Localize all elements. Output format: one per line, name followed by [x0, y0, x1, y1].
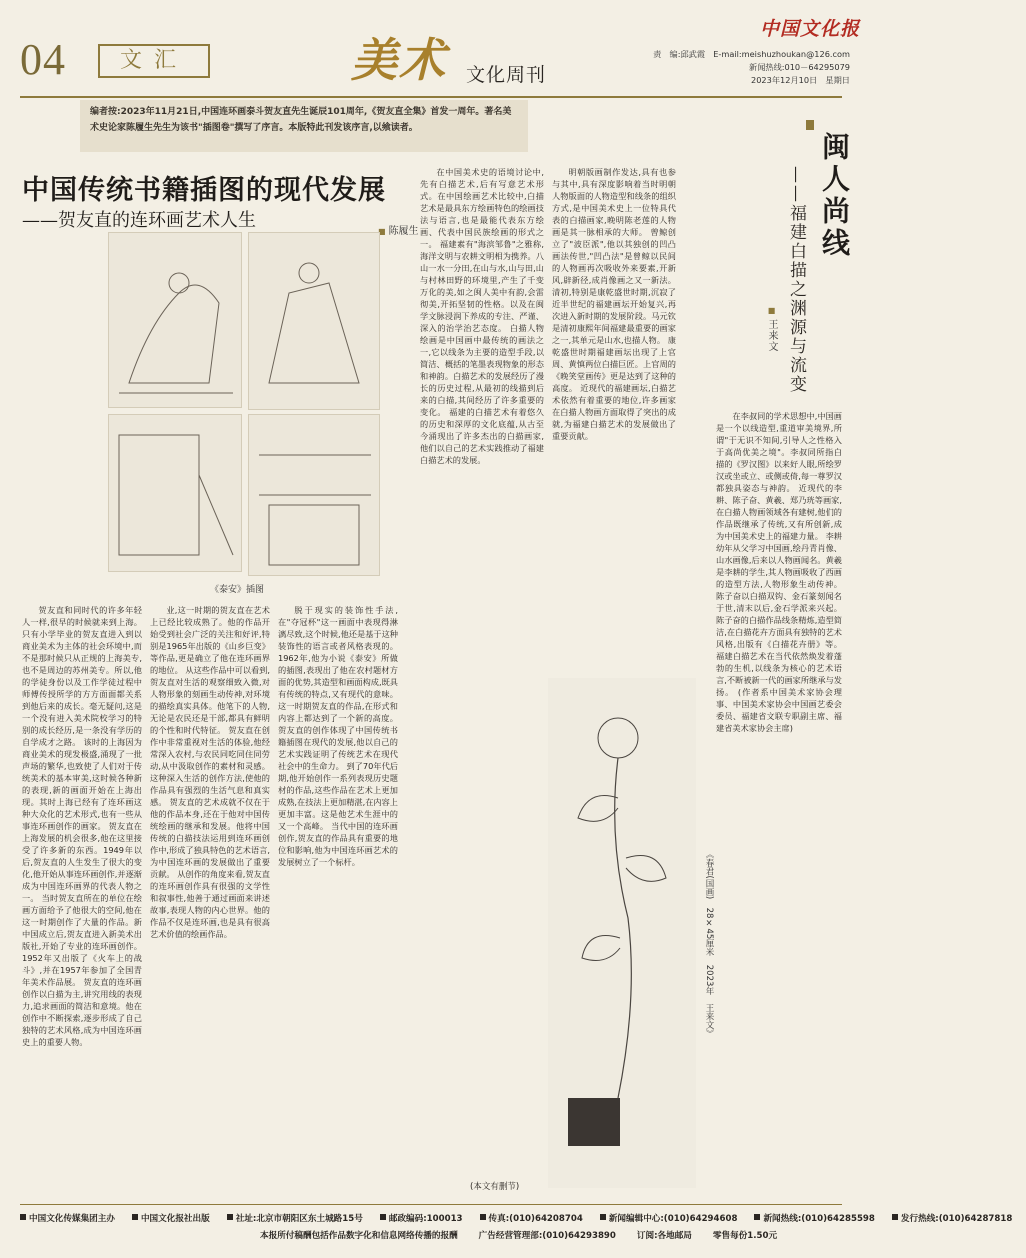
footer-item: 中国文化传媒集团主办: [20, 1214, 115, 1224]
article-col-2: [150, 604, 270, 1194]
editor-note: 编者按:2023年11月21日,中国连环画泰斗贺友直先生诞辰101周年,《贺友直全集》首发一周年。著名美术史论家陈履生先生为该书"插图卷"撰写了序言。本版特此刊发该序言,以飨读者。: [80, 100, 528, 152]
phone-line: 新闻热线:010－64295079: [749, 62, 850, 72]
article-subtitle: ——贺友直的连环画艺术人生: [22, 210, 256, 231]
illustration-3: [108, 414, 242, 572]
right-article-author: ■ 王来文: [764, 306, 779, 352]
article-col-1: [22, 604, 142, 1194]
footer-item: 社址:北京市朝阳区东土城路15号: [227, 1214, 363, 1224]
footer-item: 邮政编码:100013: [380, 1214, 463, 1224]
right-col-1: [420, 166, 544, 1196]
article-author: ■ 陈履生: [378, 222, 419, 237]
source-note: (本文有删节): [470, 1182, 520, 1192]
painting-caption: 《春君(国画) 28×45厘米 2023年 王来文》: [704, 850, 714, 1038]
footer-info-row: [20, 1212, 1013, 1224]
art-logo: 美术: [351, 33, 447, 87]
illustration-2: [248, 232, 380, 410]
editor-info: [640, 48, 850, 87]
top-rule: [20, 96, 842, 98]
painting-illustration: [548, 678, 696, 1188]
section-label: 文汇: [98, 44, 210, 78]
date-line: 2023年12月10日 星期日: [751, 75, 850, 85]
article-title: 中国传统书籍插图的现代发展: [22, 175, 386, 206]
article-col-3: [278, 604, 398, 1194]
footer-item: 新闻热线:(010)64285598: [754, 1214, 874, 1224]
footer-item: 订阅:各地邮局: [636, 1231, 692, 1241]
right-article-subtitle: ——福建白描之渊源与流变: [786, 166, 806, 394]
article-text-2: 业,这一时期的贺友直在艺术上已经比较成熟了。他的作品开始受到社会广泛的关注和好评,特别是1965年出版的《山乡巨变》等作品,更是确立了他在连环画界的地位。 从这些作品中可以看到,贺友直对生活的观察细致入微,对人物形象的刻画生动传神,对环境的描绘真实具体。他笔下的人物,无论是农民还是干部,都具有鲜明的个性和时代特征。 贺友直在创作中非常重视对生活的体验,他经常深入农村,与农民同吃同住同劳动,从中汲取创作的素材和灵感。这种深入生活的创作方法,使他的作品具有强烈的生活气息和真实感。 贺友直的艺术成就不仅在于他的作品本身,还在于他对中国传统绘画的继承和发展。他将中国传统的白描技法运用到连环画创作中,形成了独具特色的艺术语言,为中国连环画的发展做出了重要贡献。 从创作的角度来看,贺友直的连环画创作具有很强的文学性和叙事性,他善于通过画面来讲述故事,表现人物的内心世界。他的作品不仅是连环画,也是具有很高艺术价值的绘画作品。: [150, 605, 270, 939]
article-text-1: 贺友直和同时代的许多年轻人一样,很早的时候就来到上海。只有小学毕业的贺友直进入到以商业美术为主体的社会环境中,而不是那时候只从正规的上海美专,也不是周边的苏州美专。所以,他的学徒身份以及工作学徒过程中师傅传授所学的方方面面都关系到他后来的成长。毫无疑问,这是一个没有进入美术院校学习的特别的成长经历,是一条没有学历的自学成才之路。 该时的上海因为商业美术的现发极盛,涌现了一批声场的繁华,也致使了人们对于传统美术的基本审美,这时候各种新的表现,新的画面开始在上海出现。其时上海已经有了连环画这种大众化的艺术形式,也有一些从事连环画创作的画家。 贺友直在上海发展的机会很多,他在这里接受了许多新的东西。1949年以后,贺友直的人生发生了很大的变化,他开始从事连环画创作,并逐渐成为中国连环画界的代表人物之一。 当时贺友直所在的单位在绘画方面给予了他很大的空间,他在这一时期创作了大量的作品。新中国成立后,贺友直进入新美术出版社,开始了专业的连环画创作。1952年又出版了《火车上的战斗》,并在1957年参加了全国青年美术作品展。 贺友直的连环画创作以白描为主,讲究用线的表现力,追求画面的简洁和意境。他在创作中不断探索,逐步形成了自己独特的艺术风格,成为中国连环画史上的重要人物。: [22, 605, 142, 1047]
article-text-3: 脱于现实的装饰性手法,在"夺冠杯"这一画面中表现得淋漓尽致,这个时候,他还是基于这种装饰性的语言或者风格表现的。 1962年,他为小说《泰安》所做的插图,表现出了他在农村题材方面的优势,其造型和画面构成,既具有传统的特点,又有现代的意味。这一时期贺友直的作品,在形式和内容上都达到了一个新的高度。 贺友直的创作体现了中国传统书籍插图在现代的发展,他以自己的艺术实践证明了传统艺术在现代社会中的生命力。 到了70年代后期,他开始创作一系列表现历史题材的作品,这些作品在艺术上更加成熟,在技法上更加精湛,在内容上更加丰富。这是他艺术生涯中的又一个高峰。 当代中国的连环画创作,贺友直的作品具有重要的地位和影响,他为中国连环画艺术的发展树立了一个标杆。: [278, 605, 398, 867]
page-number: 04: [20, 35, 66, 84]
illustration-1: [108, 232, 242, 408]
editor-line: 责 编:邱武霞 E-mail:meishuzhoukan@126.com: [653, 49, 850, 59]
right-text-1: 在中国美术史的语境讨论中,先有白描艺术,后有写意艺术形式。在中国绘画艺术比较中,白描艺术是最具东方绘画特色的绘画技法与语言,也是最能代表东方绘画、代表中国民族绘画的形式之一。 福建素有"海滨邹鲁"之雅称,海洋文明与农耕文明相为携养。八山一水一分田,在山与水,山与田,山与村林田野的环境里,产生了千变万化的美,如之闽人美中有韵,会雷彻美,开拓坚韧的性格。以及在闽学文脉浸润下养成的专注、严谨、深入的治学治艺态度。 白描人物绘画是中国画中最传统的画法之一,它以线条为主要的造型手段,以简洁、概括的笔墨表现物象的形态和神韵。白描艺术的发展经历了漫长的历史过程,从最初的线描到后来的白描,其间经历了许多重要的变化。 福建的白描艺术有着悠久的历史和深厚的文化底蕴,从古至今涌现出了许多杰出的白描画家,他们以自己的艺术实践推动了福建白描艺术的发展。: [420, 167, 544, 465]
right-text-3: 在李叔同的学术思想中,中国画是一个以线造型,重道审美境界,所谓"于无识不知间,引导人之性格入于高尚优美之境"。李叔同所指白描的《罗汉图》以来好人眼,所绘罗汉或坐或立、或侧或倚,每一尊罗汉都独具姿态与神韵。 近现代的李耕、陈子奋、黄羲、郑乃珖等画家,在白描人物画领域各有建树,他们的作品既继承了传统,又有所创新,成为中国美术史上的福建力量。 李耕幼年从父学习中国画,绘丹青肖像、山水画像,后来以人物画闻名。黄羲是李耕的学生,其人物画吸收了西画的造型方法,人物形象生动传神。 陈子奋以白描双钩、金石篆刻闻名于世,清末以后,金石学派来兴起。陈子奋的白描作品线条精炼,造型简洁,在白描花卉方面具有独特的艺术风格,出版有《白描花卉册》等。 福建白描艺术在当代依然焕发着蓬勃的生机,以线条为核心的艺术语言,不断被新一代的画家所继承与发扬。 (作者系中国美术家协会理事、中国美术家协会中国画艺委会委员、福建省文联专职副主席、福建省美术家协会主席): [716, 411, 842, 733]
illustration-caption: 《泰安》插图: [210, 585, 265, 595]
right-col-3: [716, 410, 842, 1200]
title-accent-bar: [806, 120, 814, 130]
article-col-1a: [22, 250, 106, 590]
footer-item: 中国文化报社出版: [132, 1214, 210, 1224]
footer-item: 本报所付稿酬包括作品数字化和信息网络传播的报酬: [260, 1231, 458, 1241]
footer-info-row-2: [260, 1229, 795, 1241]
bottom-rule: [20, 1204, 842, 1205]
right-text-2: 明朝版画制作发达,具有也参与其中,具有深度影响着当时明朝人物版面的人物造型和线条的组织方式,是中国美术史上一位特具代表的白描画家,晚明陈老莲的人物画是其一脉相承的大师。 曾鲸创立了"波臣派",他以其独创的凹凸画法传世,"凹凸法"是曾鲸以民间的人物画再次吸收外来要素,开新风,辟新径,成肖像画之又一新法。 清初,特别是康乾盛世时期,沉寂了近半世纪的福建画坛开始复兴,再次进入新时期的发展阶段。马元钦是清初康熙年间福建最重要的画家之一,其单元是山水,也描人物。 康乾盛世时期福建画坛出现了上官周、黄慎两位白描巨匠。上官周的《晚笑堂画传》更是达到了这种的高度。 近现代的福建画坛,白描艺术依然有着重要的地位,许多画家在白描人物画方面取得了突出的成就,为福建白描艺术的发展做出了重要贡献。: [552, 167, 676, 441]
illustration-4: [248, 414, 380, 576]
footer-item: 新闻编辑中心:(010)64294608: [600, 1214, 738, 1224]
footer-item: 传真:(010)64208704: [480, 1214, 583, 1224]
right-article-title: 闽人尚线: [818, 132, 851, 260]
footer-item: 发行热线:(010)64287818: [892, 1214, 1012, 1224]
footer-item: 广告经营管理部:(010)64293890: [478, 1231, 616, 1241]
paper-name: 中国文化报: [760, 18, 861, 40]
footer-item: 零售每份1.50元: [712, 1231, 778, 1241]
right-col-2: [552, 166, 676, 666]
weekly-label: 文化周刊: [466, 64, 547, 86]
